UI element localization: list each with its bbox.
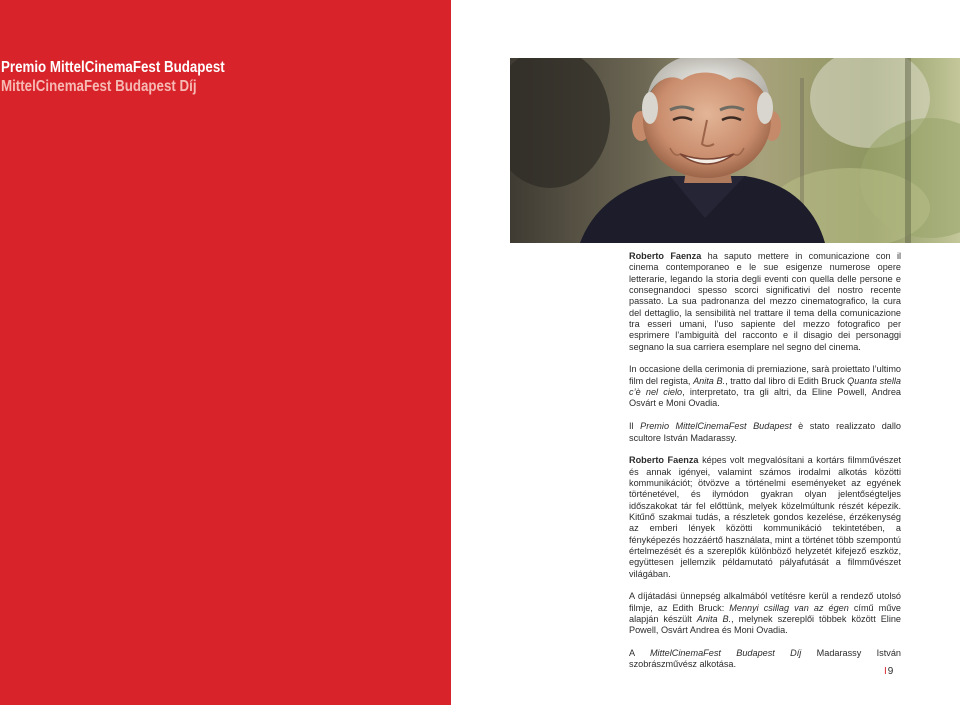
it-p3-part-a: Il xyxy=(629,421,641,432)
it-p2-part-a: In occasione della cerimonia di premiazione, sarà proiettato l’ultimo film del regista, xyxy=(629,364,901,386)
it-paragraph-2 xyxy=(629,364,901,409)
text-column xyxy=(629,251,901,682)
title-italian: Premio MittelCinemaFest Budapest xyxy=(1,59,225,76)
title-block xyxy=(1,58,225,96)
it-book-title: Quanta stella c’è nel cielo xyxy=(629,375,901,398)
hu-paragraph-1-text: képes volt megvalósítani a kortárs filmművészet és annak igényei, valamint számos irodalmi alkotás közötti kommunikációt; ötvözve a történelmi eseményeket az egyének történetével, és ilymódon gyakran olyan jelentőségteljes időszakokat tár fel előttünk, melyek közelmúltunk részét képezik. Kitűnő szakmai tudás, a részletek gondos kezelése, érzékenység az emberi lények közötti kommunikáció tekintetében, a fényképezés hozzáértő használata, mint a történet több szempontú értelmezését és a szereplők különböző helyzetét kifejező eszköz, együttesen jellemzik példamutató pályafutását a filmművészet világában. xyxy=(629,455,902,579)
hu-director-name: Roberto Faenza xyxy=(629,455,699,466)
page-number xyxy=(884,666,893,677)
it-p3-part-b: è stato realizzato dallo scultore István Madarassy. xyxy=(629,421,901,443)
hu-p2-part-c: , melynek szereplői többek között Eline Powell, Osvárt Andrea és Moni Ovadia. xyxy=(629,614,901,636)
left-red-page xyxy=(0,0,451,705)
it-paragraph-1 xyxy=(629,251,901,353)
hu-film-title: Anita B. xyxy=(696,614,732,624)
title-hungarian: MittelCinemaFest Budapest Díj xyxy=(1,78,197,95)
hu-p3-part-b: Madarassy István szobrászművész alkotása. xyxy=(629,648,901,670)
hu-paragraph-3 xyxy=(629,648,901,671)
it-paragraph-3 xyxy=(629,421,901,444)
portrait-photo xyxy=(510,58,960,243)
hu-book-title: Mennyi csillag van az égen xyxy=(729,602,849,613)
hu-paragraph-2 xyxy=(629,591,901,636)
hu-prize-name: MittelCinemaFest Budapest Díj xyxy=(649,648,802,659)
portrait-photo-icon xyxy=(510,58,960,243)
page-number-bar: I xyxy=(884,666,887,677)
it-p2-part-b: , tratto dal libro di Edith Bruck xyxy=(725,375,848,386)
hu-p2-part-a: A díjátadási ünnepség alkalmából vetítésre kerül a rendező utolsó filmje, az Edith Bruck: xyxy=(629,591,901,613)
hu-paragraph-1 xyxy=(629,455,901,580)
hu-p2-part-b: című műve alapján készült xyxy=(629,602,901,624)
it-film-title: Anita B. xyxy=(693,375,726,386)
it-prize-name: Premio MittelCinemaFest Budapest xyxy=(640,421,792,432)
it-paragraph-1-text: ha saputo mettere in comunicazione con il cinema contemporaneo e le sue esigenze numerose opere letterarie, legando la storia degli eventi con quella delle persone e consegnandoci spesso scorci significativi del nostro recente passato. La sua padronanza del mezzo cinematografico, la cura del dettaglio, la sensibilità nel trattare il tema della comunicazione tra esseri umani, l’uso sapiente del mezzo fotografico per esprimere l’ambiguità del racconto e il disagio dei personaggi segnano la sua carriera esemplare nel segno del cinema. xyxy=(629,251,902,352)
it-director-name: Roberto Faenza xyxy=(629,251,702,261)
it-p2-part-c: , interpretato, tra gli altri, da Eline Powell, Andrea Osvárt e Moni Ovadia. xyxy=(629,387,901,409)
hu-p3-part-a: A xyxy=(629,648,650,659)
page-number-value: 9 xyxy=(887,666,894,677)
